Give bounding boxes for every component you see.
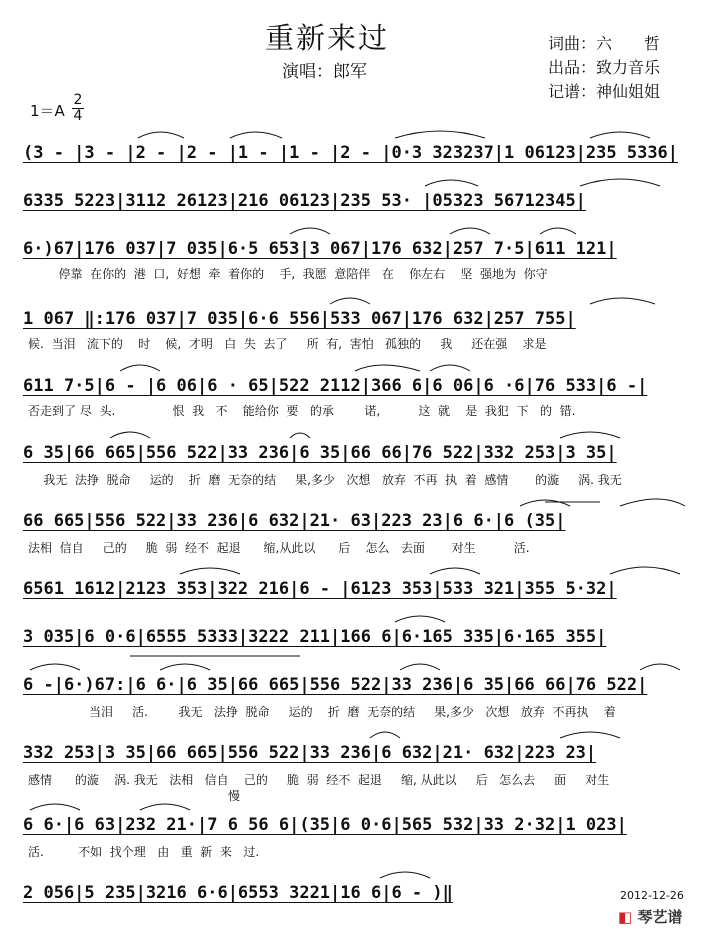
date-stamp: 2012-12-26	[620, 889, 684, 902]
logo-icon: ◧	[618, 908, 638, 926]
lyric-line: 感情 的漩 涡. 我无 法相 信自 己的 脆 弱 经不 起退 缩, 从此以 后 怎么去 面 对生	[28, 773, 610, 787]
credit-lyrics-music: 词曲：六 哲	[548, 34, 661, 53]
notes-line: 6561 1612|2123 353|322 216|6 - |6123 353|533 321|355 5·32|	[23, 579, 617, 599]
lyric-line: 停靠 在你的 港 口, 好想 牵 着你的 手, 我愿 意陪伴 在 你左右 坚 强地为 你守	[28, 267, 548, 281]
lyric-line: 我无 法挣 脱命 运的 折 磨 无奈的结 果,多少 次想 放弃 不再 执 着 感情 的漩 涡. 我无	[28, 473, 622, 487]
notes-line: 1 067 ‖:176 037|7 035|6·6 556|533 067|176 632|257 755|	[23, 309, 576, 329]
notes-line: 6 6·|6 63|232 21·|7 6 56 6|(35|6 0·6|565 532|33 2·32|1 023|	[23, 815, 627, 835]
logo-text: 琴艺谱	[637, 908, 683, 926]
lyric-line: 候. 当泪 流下的 时 候, 才明 白 失 去了 所 有, 害怕 孤独的 我 还在强 求是	[28, 337, 547, 351]
notes-line: 2 056|5 235|3216 6·6|6553 3221|16 6|6 - )‖	[23, 883, 453, 903]
notes-line: 6 -|6·)67:|6 6·|6 35|66 665|556 522|33 236|6 35|66 66|76 522|	[23, 675, 648, 695]
notes-line: 611 7·5|6 - |6 06|6 · 65|522 2112|366 6|6 06|6 ·6|76 533|6 -|	[23, 376, 648, 396]
tempo-marking: 慢	[228, 789, 241, 803]
notes-line: 3 035|6 0·6|6555 5333|3222 211|166 6|6·165 335|6·165 355|	[23, 627, 607, 647]
credit-producer: 出品：致力音乐	[548, 58, 661, 77]
time-signature	[72, 93, 84, 124]
lyric-line: 活. 不如 找个理 由 重 新 来 过.	[28, 845, 260, 859]
time-numerator: 2	[73, 92, 83, 108]
notes-line: 6 35|66 665|556 522|33 236|6 35|66 66|76 522|332 253|3 35|	[23, 443, 617, 463]
site-logo	[618, 906, 682, 927]
credits	[548, 32, 660, 104]
notes-line: 6·)67|176 037|7 035|6·5 653|3 067|176 632|257 7·5|611 121|	[23, 239, 617, 259]
key-signature: 1＝A	[30, 102, 65, 120]
song-title: 重新来过	[265, 21, 390, 55]
notes-line: 6335 5223|3112 26123|216 06123|235 53· |05323 56712345|	[23, 191, 586, 211]
lyric-line: 当泪 活. 我无 法挣 脱命 运的 折 磨 无奈的结 果,多少 次想 放弃 不再执 着	[28, 705, 616, 719]
notes-line: 66 665|556 522|33 236|6 632|21· 63|223 23|6 6·|6 (35|	[23, 511, 566, 531]
lyric-line: 法相 信自 己的 脆 弱 经不 起退 缩,从此以 后 怎么 去面 对生 活.	[28, 541, 530, 555]
lyric-line: 否走到了 尽 头. 恨 我 不 能给你 要 的承 诺, 这 就 是 我犯 下 的 错.	[28, 404, 576, 418]
time-denominator: 4	[73, 108, 83, 124]
notes-line: (3 - |3 - |2 - |2 - |1 - |1 - |2 - |0·3 323237|1 06123|235 5336|	[23, 143, 679, 163]
singer-line: 演唱：郎军	[282, 62, 367, 82]
notes-line: 332 253|3 35|66 665|556 522|33 236|6 632|21· 632|223 23|	[23, 743, 597, 763]
credit-transcriber: 记谱：神仙姐姐	[548, 82, 661, 101]
